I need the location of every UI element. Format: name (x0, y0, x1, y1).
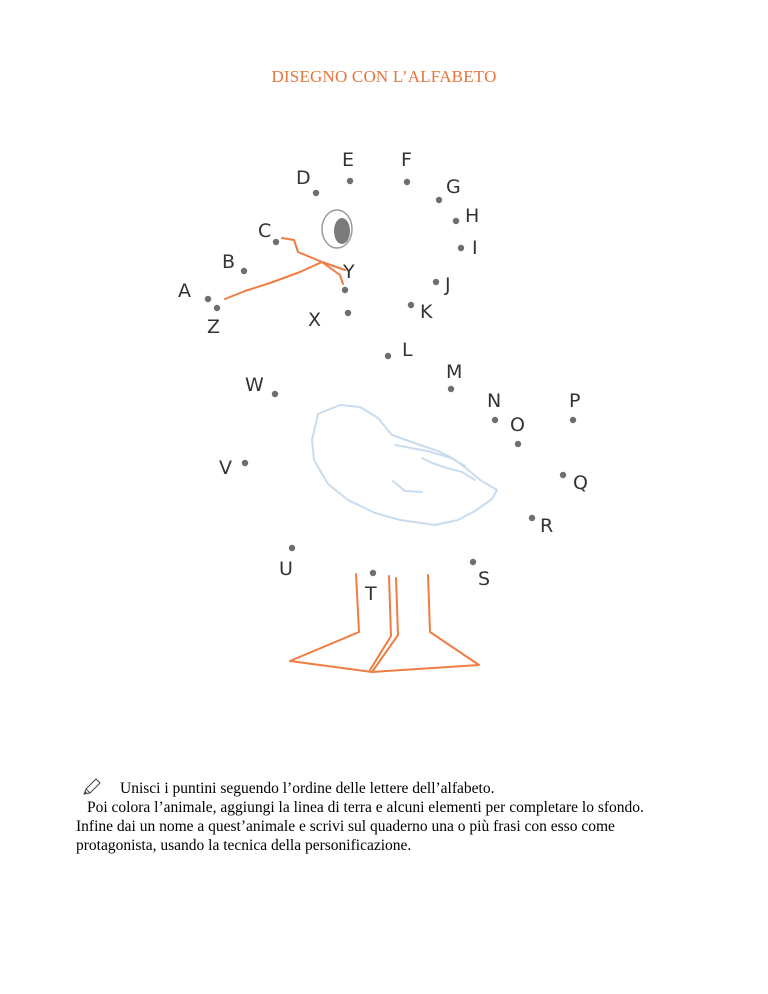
letter-o: O (510, 414, 525, 436)
dot-r (529, 515, 553, 537)
dot-g (436, 176, 461, 203)
dot-o (510, 414, 525, 447)
letter-e: E (342, 149, 355, 171)
letter-s: S (478, 568, 491, 590)
eye-icon (322, 210, 352, 248)
letter-x: X (308, 309, 322, 331)
letter-t: T (365, 583, 377, 605)
pencil-icon (82, 778, 102, 796)
letter-m: M (446, 361, 463, 383)
letter-g: G (446, 176, 461, 198)
letter-w: W (245, 374, 264, 396)
letter-j: J (445, 274, 451, 296)
dot-h (453, 205, 479, 227)
dot-q (560, 472, 588, 494)
instruction-text-3: Infine dai un nome a quest’animale e scrivi sul quaderno una o più frasi con esso come protagonista, usando la tecnica della personificazione. (76, 818, 615, 854)
dot-i (458, 237, 478, 259)
instruction-text-1: Unisci i puntini seguendo l’ordine delle lettere dell’alfabeto. (120, 780, 495, 797)
dot-l (385, 339, 413, 361)
instruction-text-2: Poi colora l’animale, aggiungi la linea di terra e alcuni elementi per completare lo sfondo. (87, 799, 644, 816)
dot-j (433, 274, 451, 296)
letter-z: Z (207, 316, 221, 338)
letter-y: Y (343, 261, 355, 283)
page-title: DISEGNO CON L’ALFABETO (271, 67, 497, 86)
dot-m (446, 361, 462, 392)
dot-y (342, 261, 355, 293)
dot-b (222, 251, 247, 274)
dot-c (258, 220, 279, 245)
dot-z (207, 305, 220, 338)
letter-k: K (420, 301, 433, 323)
wing-lines (312, 405, 497, 525)
dot-e (342, 149, 354, 184)
letter-h: H (465, 205, 480, 227)
letter-i: I (472, 237, 478, 259)
dot-f (401, 149, 412, 185)
letter-c: C (258, 220, 272, 242)
dot-s (470, 559, 490, 590)
dot-w (245, 374, 278, 397)
dot-x (308, 309, 351, 331)
letter-d: D (296, 167, 311, 189)
dot-t (364, 570, 377, 605)
dot-k (408, 301, 433, 323)
dot-n (487, 390, 501, 423)
letter-l: L (402, 339, 413, 361)
instructions (76, 778, 696, 855)
dot-p (569, 390, 580, 423)
letter-p: P (569, 390, 581, 412)
dot-u (279, 545, 295, 580)
letter-r: R (540, 515, 554, 537)
letter-a: A (178, 280, 191, 302)
dot-v (219, 457, 248, 479)
instruction-line-3 (76, 817, 696, 855)
letter-f: F (401, 149, 412, 171)
letter-u: U (279, 558, 293, 580)
dot-a (178, 280, 211, 302)
instruction-line-2 (76, 798, 696, 817)
letter-q: Q (573, 472, 588, 494)
letter-n: N (487, 390, 502, 412)
letter-b: B (222, 251, 236, 273)
dot-d (296, 167, 319, 196)
instruction-line-1 (76, 778, 696, 798)
letter-v: V (219, 457, 232, 479)
legs-feet (290, 574, 479, 672)
